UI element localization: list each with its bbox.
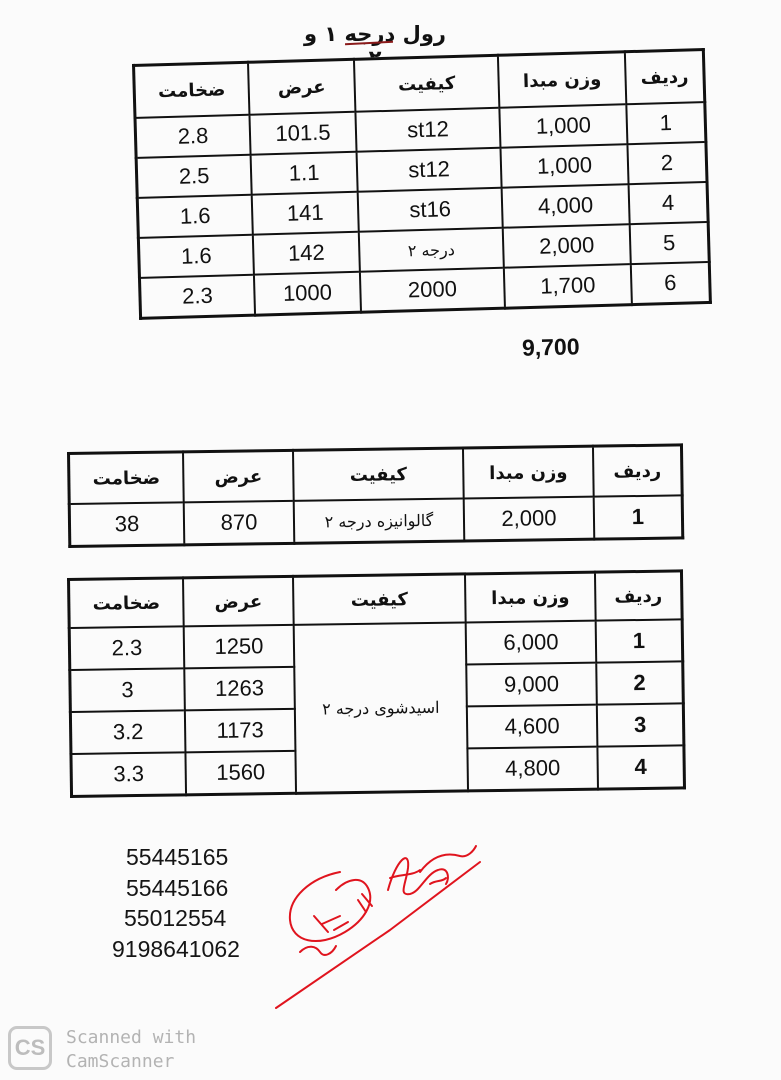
- cell-width: 1560: [185, 751, 296, 795]
- header-thickness: ضخامت: [69, 578, 184, 628]
- cell-width: 1173: [185, 709, 296, 753]
- cell-origin-weight: 9,000: [466, 663, 597, 707]
- header-width: عرض: [183, 576, 294, 626]
- cell-row-number: 3: [597, 703, 684, 746]
- cell-quality: گالوانیزه درجه ۲: [294, 498, 465, 543]
- cell-origin-weight: 6,000: [466, 621, 597, 665]
- phone-list: [112, 842, 240, 964]
- galvanized-table: [67, 443, 684, 548]
- cell-thickness: 1.6: [138, 235, 254, 278]
- cell-width: 101.5: [249, 112, 356, 155]
- cell-row-number: 1: [596, 619, 683, 662]
- header-width: عرض: [248, 59, 355, 114]
- header-quality: کیفیت: [354, 55, 499, 112]
- cell-width: 141: [252, 192, 359, 235]
- cell-width: 1263: [184, 667, 295, 711]
- header-thickness: ضخامت: [69, 452, 184, 504]
- watermark-line2: CamScanner: [66, 1051, 175, 1072]
- cell-thickness: 1.6: [137, 195, 253, 238]
- cell-quality-merged: اسیدشوی درجه ۲: [294, 622, 468, 793]
- cell-width: 1250: [184, 625, 295, 669]
- cell-row-number: 1: [594, 495, 683, 539]
- phone-number: 55445165: [126, 844, 229, 870]
- grade1-2-roll-table: [132, 48, 712, 320]
- cell-quality: st12: [357, 148, 502, 192]
- cell-thickness: 3.2: [70, 710, 185, 754]
- table-row: [69, 495, 683, 546]
- cell-thickness: 3.3: [71, 752, 186, 796]
- cell-thickness: 2.8: [135, 115, 251, 158]
- cell-row-number: 1: [626, 102, 706, 144]
- phone-number: 9198641062: [112, 935, 240, 962]
- header-quality: کیفیت: [293, 448, 464, 501]
- header-row-number: ردیف: [625, 50, 705, 105]
- header-thickness: ضخامت: [134, 62, 250, 118]
- handwritten-signature: [270, 820, 490, 1020]
- pickled-table: [67, 569, 686, 798]
- cell-thickness: 2.3: [139, 275, 255, 319]
- cell-row-number: 5: [630, 222, 710, 264]
- header-row-number: ردیف: [593, 445, 682, 497]
- cell-quality: درجه ۲: [359, 228, 504, 272]
- cell-quality: st16: [358, 188, 503, 232]
- header-width: عرض: [183, 450, 294, 502]
- cell-row-number: 2: [596, 661, 683, 704]
- cell-quality: st12: [355, 108, 500, 152]
- cell-thickness: 2.5: [136, 155, 252, 198]
- header-quality: کیفیت: [293, 574, 466, 625]
- phone-number: 55012554: [124, 905, 227, 931]
- header-origin-weight: وزن مبدا: [465, 572, 596, 622]
- cell-width: 142: [253, 232, 360, 275]
- cell-origin-weight: 2,000: [503, 224, 631, 268]
- cell-origin-weight: 1,000: [499, 104, 627, 148]
- cell-thickness: 2.3: [69, 626, 184, 670]
- cell-row-number: 2: [627, 142, 707, 184]
- cell-width: 1000: [254, 272, 361, 315]
- header-row-number: ردیف: [595, 571, 682, 621]
- cell-thickness: 38: [69, 502, 184, 546]
- cell-width: 870: [184, 501, 295, 545]
- cell-row-number: 4: [629, 182, 709, 224]
- cell-origin-weight: 2,000: [464, 497, 595, 541]
- cell-quality: 2000: [360, 268, 505, 313]
- cell-width: 1.1: [251, 152, 358, 195]
- cell-origin-weight: 4,000: [502, 184, 630, 228]
- cell-origin-weight: 1,000: [500, 144, 628, 188]
- camscanner-logo: CS: [8, 1026, 52, 1070]
- cell-origin-weight: 1,700: [504, 264, 632, 308]
- cell-origin-weight: 4,600: [467, 705, 598, 749]
- header-origin-weight: وزن مبدا: [463, 446, 594, 498]
- cell-row-number: 4: [597, 745, 684, 789]
- scanned-with-watermark: [66, 1026, 196, 1074]
- cell-thickness: 3: [70, 668, 185, 712]
- cell-row-number: 6: [631, 262, 711, 305]
- weight-total: 9,700: [521, 333, 580, 361]
- header-origin-weight: وزن مبدا: [498, 52, 626, 108]
- cell-origin-weight: 4,800: [467, 747, 598, 791]
- phone-number: 55445166: [126, 874, 229, 901]
- watermark-line1: Scanned with: [66, 1027, 197, 1048]
- document-title: رول درجه ۱ و: [304, 22, 446, 46]
